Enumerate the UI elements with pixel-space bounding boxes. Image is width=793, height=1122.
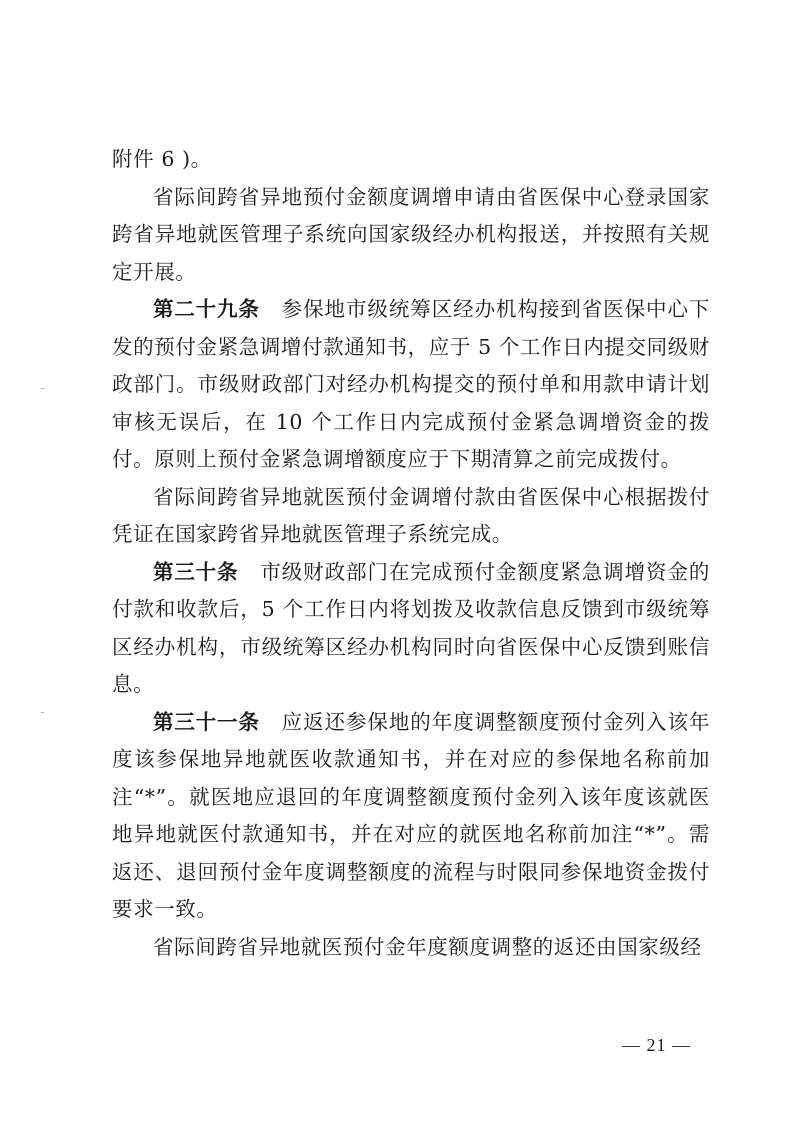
article-heading: 第三十条 (153, 559, 239, 584)
paragraph-text: 参保地市级统筹区经办机构接到省医保中心下发的预付金紧急调增付款通知书，应于 5 个工作日内提交同级财政部门。市级财政部门对经办机构提交的预付单和用款申请计划审核无误后，在 10 个工作日内完成预付金紧急调增资金的拨付。原则上预付金紧急调增额度应于下期清算之前完成拨付。 (112, 297, 711, 471)
article-paragraph (112, 554, 710, 704)
paragraph-text: 应返还参保地的年度调整额度预付金列入该年度该参保地异地就医收款通知书，并在对应的参保地名称前加注“*”。就医地应退回的年度调整额度预付金列入该年度该就医地异地就医付款通知书，并在对应的就医地名称前加注“*”。需返还、退回预付金年度调整额度的流程与时限同参保地资金拨付要求一致。 (112, 709, 711, 921)
paragraph-text: 省际间跨省异地就医预付金年度额度调整的返还由国家级经 (153, 934, 702, 959)
paragraph (112, 479, 710, 554)
article-heading: 第二十九条 (153, 297, 260, 321)
paragraph-text: 省际间跨省异地预付金额度调增申请由省医保中心登录国家跨省异地就医管理子系统向国家级经办机构报送，并按照有关规定开展。 (112, 184, 710, 284)
page-number: — 21 — (622, 1035, 691, 1055)
article-heading: 第三十一条 (153, 709, 260, 734)
document-body (112, 141, 710, 966)
article-paragraph (112, 291, 710, 479)
margin-tick (41, 712, 44, 713)
paragraph-text: 省际间跨省异地就医预付金调增付款由省医保中心根据拨付凭证在国家跨省异地就医管理子系统完成。 (112, 484, 710, 546)
paragraph (112, 141, 710, 179)
article-paragraph (112, 704, 710, 929)
paragraph-text: 附件 6 )。 (112, 147, 212, 171)
paragraph (112, 179, 710, 292)
margin-tick (41, 388, 44, 389)
paragraph-text: 市级财政部门在完成预付金额度紧急调增资金的付款和收款后，5 个工作日内将划拨及收款信息反馈到市级统筹区经办机构，市级统筹区经办机构同时向省医保中心反馈到账信息。 (112, 559, 711, 696)
paragraph (112, 929, 710, 967)
